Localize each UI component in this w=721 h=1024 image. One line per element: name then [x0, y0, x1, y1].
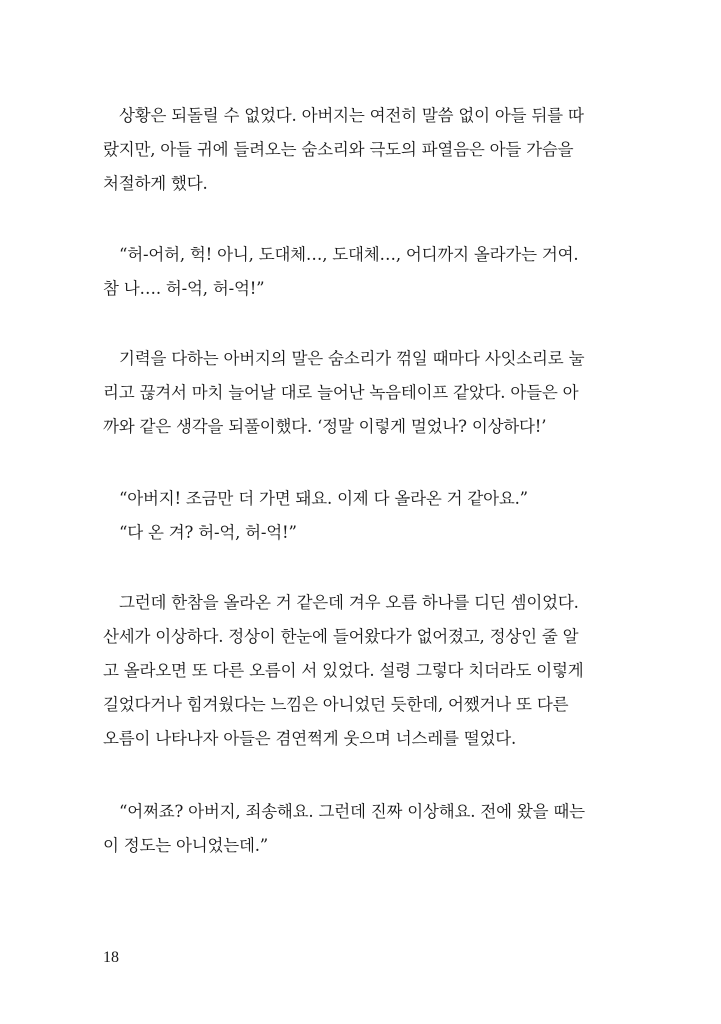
text-line: “어쩌죠? 아버지, 죄송해요. 그런데 진짜 이상해요. 전에 왔을 때는: [119, 802, 585, 821]
text-line: 길었다거나 힘겨웠다는 느낌은 아니었던 듯한데, 어쨌거나 또 다른: [103, 695, 569, 714]
text-line: 랐지만, 아들 귀에 들려오는 숨소리와 극도의 파열음은 아들 가슴을: [103, 140, 574, 159]
paragraph-2: [103, 238, 603, 306]
text-line: 그런데 한참을 올라온 거 같은데 겨우 오름 하나를 디딘 셈이었다.: [119, 593, 579, 612]
text-line: 처절하게 했다.: [103, 174, 208, 193]
text-line: 까와 같은 생각을 되풀이했다. ‘정말 이렇게 멀었나? 이상하다!’: [103, 417, 547, 436]
text-line: 상황은 되돌릴 수 없었다. 아버지는 여전히 말씀 없이 아들 뒤를 따: [119, 106, 584, 125]
paragraph-1: [103, 99, 603, 201]
text-line: 참 나…. 허-억, 허-억!”: [103, 279, 265, 298]
text-line: 리고 끊겨서 마치 늘어날 대로 늘어난 녹음테이프 같았다. 아들은 아: [103, 383, 579, 402]
text-line: “다 온 겨? 허-억, 허-억!”: [119, 523, 297, 542]
paragraph-3: [103, 342, 603, 444]
text-line: “아버지! 조금만 더 가면 돼요. 이제 다 올라온 거 같아요.”: [119, 489, 528, 508]
text-line: 이 정도는 아니었는데.”: [103, 836, 269, 855]
page-number: 18: [103, 949, 119, 966]
text-line: 산세가 이상하다. 정상이 한눈에 들어왔다가 없어졌고, 정상인 줄 알: [103, 627, 579, 646]
text-line: 오름이 나타나자 아들은 겸연쩍게 웃으며 너스레를 떨었다.: [103, 729, 517, 748]
paragraph-6: [103, 795, 603, 863]
text-line: “허-어허, 헉! 아니, 도대체…, 도대체…, 어디까지 올라가는 거여.: [119, 245, 579, 264]
paragraph-4: [103, 482, 603, 550]
text-line: 기력을 다하는 아버지의 말은 숨소리가 꺾일 때마다 사잇소리로 눌: [119, 349, 585, 368]
paragraph-5: [103, 586, 603, 756]
text-line: 고 올라오면 또 다른 오름이 서 있었다. 설령 그렇다 치더라도 이렇게: [103, 661, 584, 680]
